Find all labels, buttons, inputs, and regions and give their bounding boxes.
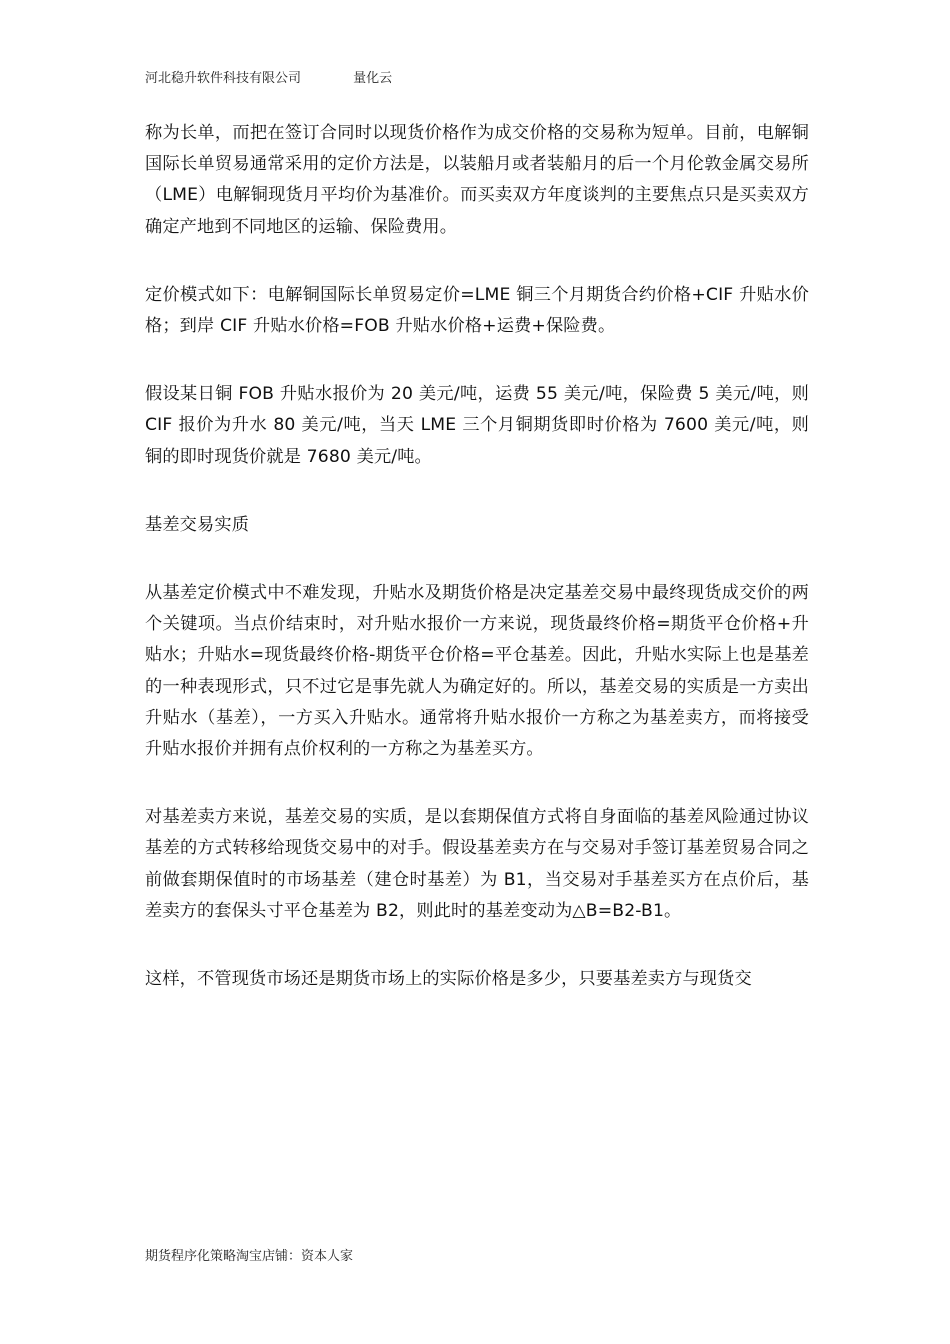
paragraph-basis-seller: 对基差卖方来说，基差交易的实质，是以套期保值方式将自身面临的基差风险通过协议基差的方式转移给现货交易中的对手。假设基差卖方在与交易对手签订基差贸易合同之前做套期保值时的市场基差（建仓时基差）为 B1，当交易对手基差买方在点价后，基差卖方的套保头寸平仓基差为 B2，则此时的基差变动为△B=B2-B1。 <box>145 807 809 921</box>
paragraph-long-order-pricing: 称为长单，而把在签订合同时以现货价格作为成交价格的交易称为短单。目前，电解铜国际长单贸易通常采用的定价方法是，以装船月或者装船月的后一个月伦敦金属交易所（LME）电解铜现货月平均价为基准价。而买卖双方年度谈判的主要焦点只是买卖双方确定产地到不同地区的运输、保险费用。 <box>145 123 809 237</box>
paragraph-basis-essence: 从基差定价模式中不难发现，升贴水及期货价格是决定基差交易中最终现货成交价的两个关键项。当点价结束时，对升贴水报价一方来说，现货最终价格=期货平仓价格+升贴水；升贴水=现货最终价格-期货平仓价格=平仓基差。因此，升贴水实际上也是基差的一种表现形式，只不过它是事先就人为确定好的。所以，基差交易的实质是一方卖出升贴水（基差），一方买入升贴水。通常将升贴水报价一方称之为基差卖方，而将接受升贴水报价并拥有点价权利的一方称之为基差买方。 <box>145 583 809 760</box>
paragraph-example: 假设某日铜 FOB 升贴水报价为 20 美元/吨，运费 55 美元/吨，保险费 5 美元/吨，则 CIF 报价为升水 80 美元/吨，当天 LME 三个月铜期货即时价格为 7600 美元/吨，则铜的即时现货价就是 7680 美元/吨。 <box>145 384 809 467</box>
paragraph-continuation: 这样，不管现货市场还是期货市场上的实际价格是多少，只要基差卖方与现货交 <box>145 969 752 990</box>
section-heading: 基差交易实质 <box>145 514 250 535</box>
document-body <box>145 118 809 1032</box>
header-brand: 量化云 <box>353 71 393 86</box>
paragraph-pricing-model: 定价模式如下：电解铜国际长单贸易定价=LME 铜三个月期货合约价格+CIF 升贴水价格；到岸 CIF 升贴水价格=FOB 升贴水价格+运费+保险费。 <box>145 284 809 337</box>
page-header <box>145 70 392 88</box>
header-company: 河北稳升软件科技有限公司 <box>145 71 302 86</box>
page-footer: 期货程序化策略淘宝店铺：资本人家 <box>145 1249 354 1264</box>
